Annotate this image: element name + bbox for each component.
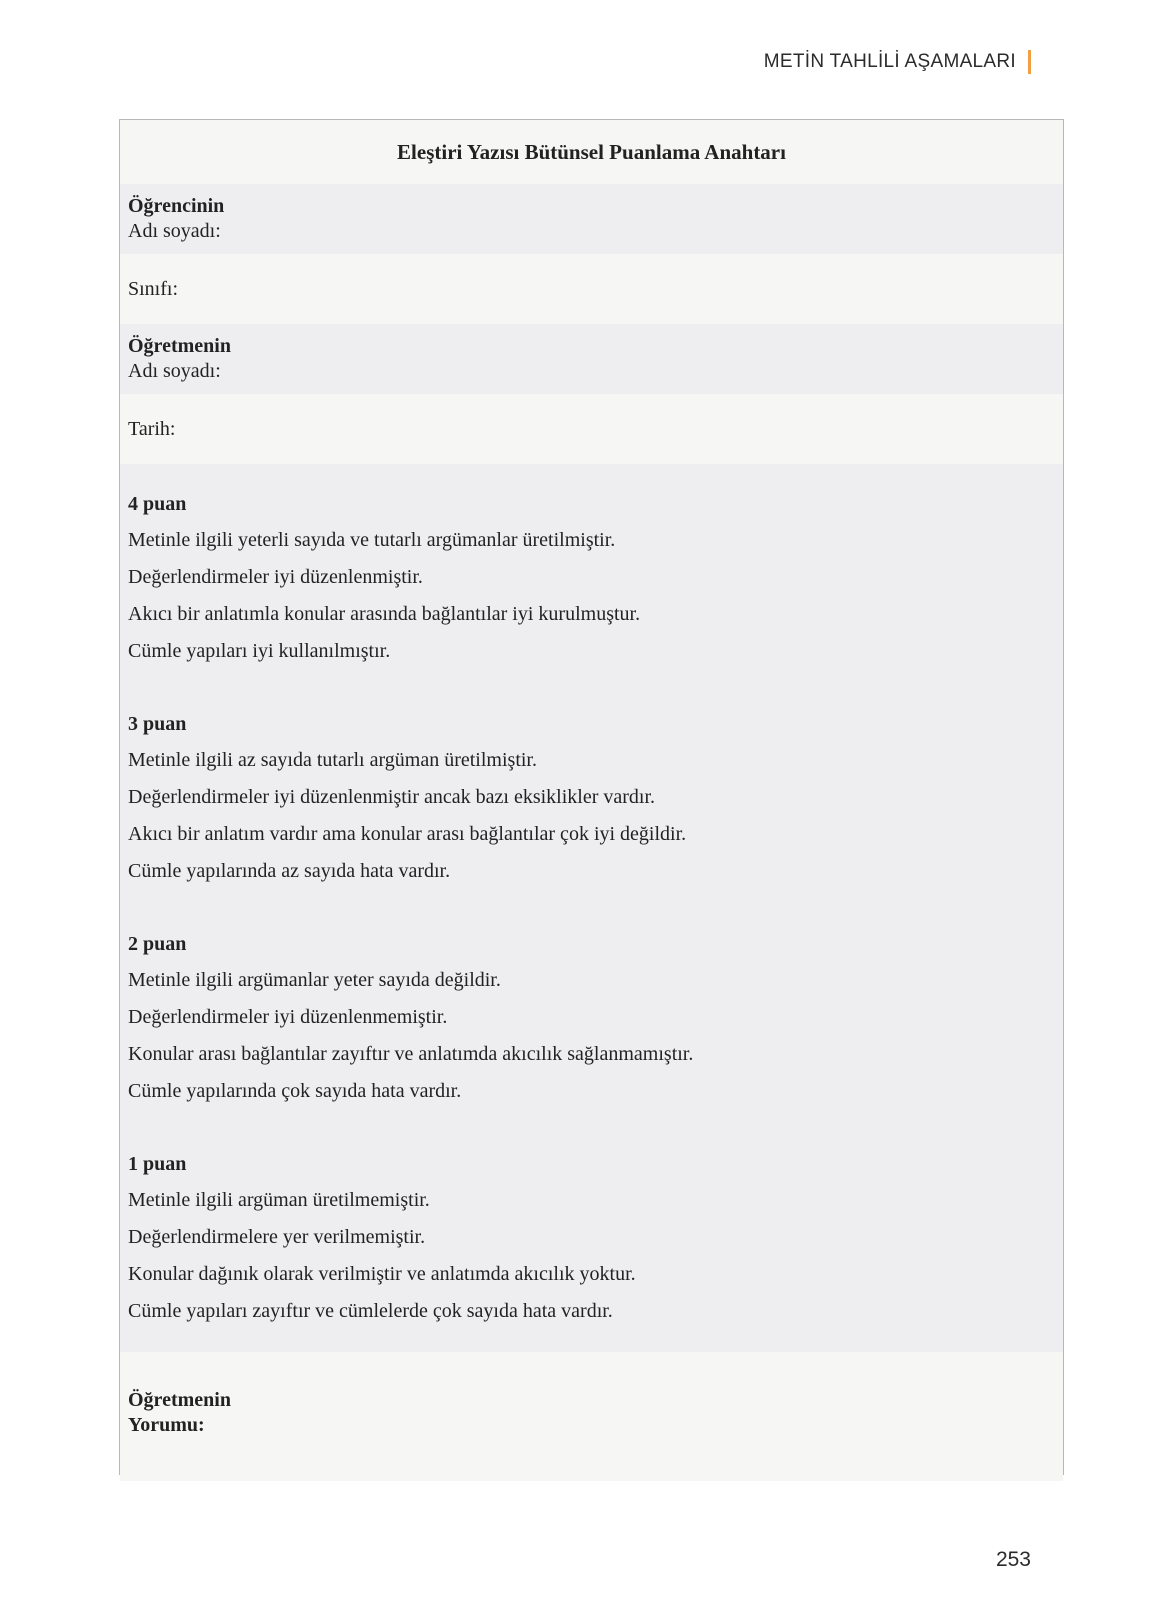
score-level-2 [128, 926, 1055, 1110]
criterion-item: Metinle ilgili yeterli sayıda ve tutarlı argümanlar üretilmiştir. [128, 529, 616, 551]
comment-label-line2: Yorumu: [128, 1414, 205, 1436]
teacher-name-row [120, 324, 1063, 394]
criterion-item: Metinle ilgili argüman üretilmemiştir. [128, 1189, 430, 1211]
criterion-item: Cümle yapılarında çok sayıda hata vardır. [128, 1080, 462, 1102]
criterion-item: Değerlendirmelere yer verilmemiştir. [128, 1226, 426, 1248]
criterion-item: Metinle ilgili az sayıda tutarlı argüman üretilmiştir. [128, 749, 537, 771]
level-title: 3 puan [128, 713, 187, 735]
teacher-label: Öğretmenin [128, 335, 231, 357]
score-level-3 [128, 706, 1055, 890]
score-level-4 [128, 486, 1055, 670]
criterion-item: Cümle yapıları iyi kullanılmıştır. [128, 640, 391, 662]
criterion-item: Değerlendirmeler iyi düzenlenmiştir ancak bazı eksiklikler vardır. [128, 786, 656, 808]
criterion-item: Konular arası bağlantılar zayıftır ve anlatımda akıcılık sağlanmamıştır. [128, 1043, 694, 1065]
page-number: 253 [995, 1548, 1031, 1571]
criterion-item: Cümle yapılarında az sayıda hata vardır. [128, 860, 451, 882]
section-title: METİN TAHLİLİ AŞAMALARI [763, 51, 1016, 72]
class-row [120, 254, 1063, 324]
rubric-title: Eleştiri Yazısı Bütünsel Puanlama Anahtarı [120, 120, 1063, 184]
running-header [764, 50, 1031, 74]
criterion-item: Konular dağınık olarak verilmiştir ve anlatımda akıcılık yoktur. [128, 1263, 636, 1285]
scoring-criteria [120, 464, 1063, 1352]
teacher-comment-row [120, 1352, 1063, 1481]
criterion-item: Metinle ilgili argümanlar yeter sayıda değildir. [128, 969, 501, 991]
date-label: Tarih: [128, 417, 176, 440]
date-row [120, 394, 1063, 464]
level-title: 4 puan [128, 493, 187, 515]
score-level-1 [128, 1146, 1055, 1330]
criterion-item: Cümle yapıları zayıftır ve cümlelerde çok sayıda hata vardır. [128, 1300, 613, 1322]
criterion-item: Akıcı bir anlatım vardır ama konular arası bağlantılar çok iyi değildir. [128, 823, 687, 845]
level-title: 1 puan [128, 1153, 187, 1175]
criterion-item: Akıcı bir anlatımla konular arasında bağlantılar iyi kurulmuştur. [128, 603, 641, 625]
student-name-label: Adı soyadı: [128, 220, 221, 242]
header-accent-bar [1028, 50, 1031, 74]
comment-label-line1: Öğretmenin [128, 1389, 231, 1411]
student-label: Öğrencinin [128, 195, 225, 217]
student-name-row [120, 184, 1063, 254]
level-title: 2 puan [128, 933, 187, 955]
rubric-table [119, 119, 1064, 1475]
teacher-name-label: Adı soyadı: [128, 360, 221, 382]
criterion-item: Değerlendirmeler iyi düzenlenmiştir. [128, 566, 423, 588]
criterion-item: Değerlendirmeler iyi düzenlenmemiştir. [128, 1006, 448, 1028]
class-label: Sınıfı: [128, 277, 179, 300]
